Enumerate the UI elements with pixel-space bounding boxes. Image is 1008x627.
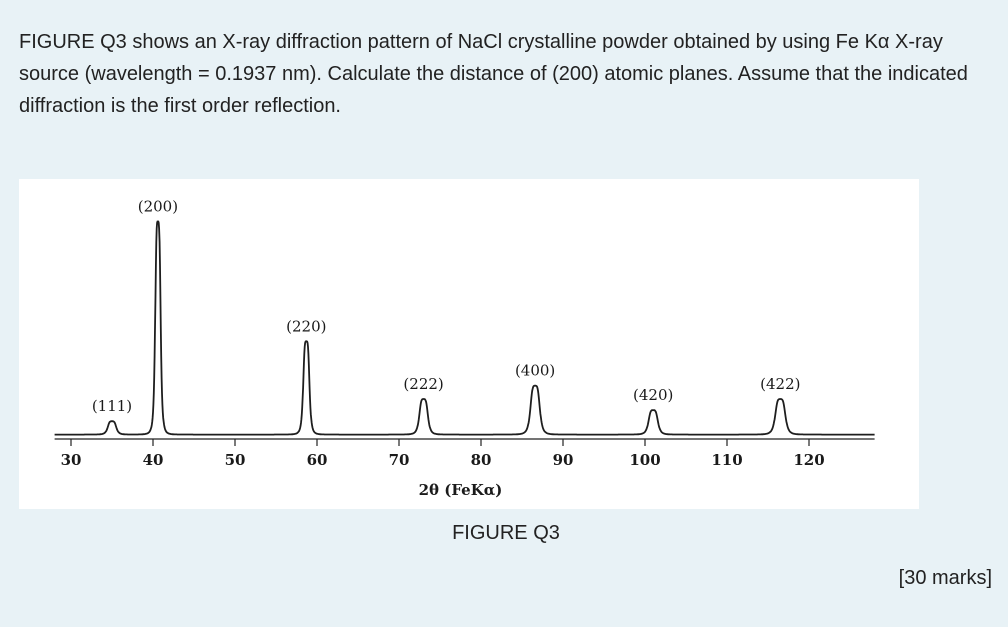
- xrd-figure: [19, 179, 919, 509]
- question-text: FIGURE Q3 shows an X-ray diffraction pattern of NaCl crystalline powder obtained by using Fe Kα X-ray source (wavelength = 0.1937 nm). Calculate the distance of (200) atomic planes. Assume that the indicated diffraction is the first order reflection.: [19, 31, 968, 117]
- diffraction-trace: [55, 221, 875, 434]
- peak-label-3: (222): [403, 375, 444, 394]
- marks-label: [30 marks]: [898, 567, 992, 589]
- x-tick-label-50: 50: [224, 451, 246, 469]
- x-tick-label-110: 110: [711, 451, 743, 469]
- peak-label-5: (420): [633, 386, 674, 405]
- x-tick-label-70: 70: [388, 451, 410, 469]
- x-tick-label-120: 120: [793, 451, 825, 469]
- figure-caption-text: FIGURE Q3: [452, 522, 560, 544]
- x-tick-label-90: 90: [552, 451, 574, 469]
- x-tick-label-30: 30: [60, 451, 82, 469]
- x-tick-label-100: 100: [629, 451, 661, 469]
- x-tick-label-40: 40: [142, 451, 164, 469]
- x-tick-label-80: 80: [470, 451, 492, 469]
- peak-label-1: (200): [137, 197, 179, 216]
- peak-label-2: (220): [286, 317, 327, 336]
- x-axis-title: 2θ (FeKα): [418, 481, 503, 499]
- peak-label-4: (400): [514, 361, 556, 380]
- xrd-chart: [19, 179, 919, 509]
- peak-label-0: (111): [91, 397, 133, 416]
- figure-caption: [0, 522, 1008, 545]
- peak-label-6: (422): [760, 375, 801, 394]
- x-tick-label-60: 60: [306, 451, 328, 469]
